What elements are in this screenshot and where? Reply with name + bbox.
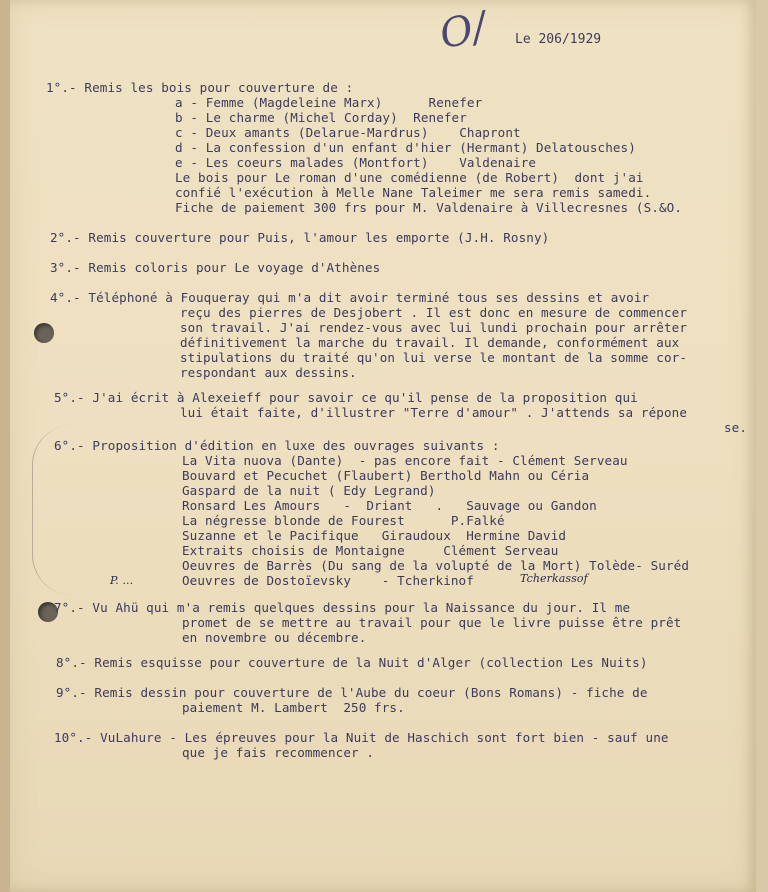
page-edge: [0, 0, 10, 892]
item-9-line-2: paiement M. Lambert 250 frs.: [182, 700, 405, 715]
item-3: 3°.- Remis coloris pour Le voyage d'Athènes: [50, 260, 381, 275]
item-6-entry-9: Oeuvres de Dostoïevsky - Tcherkinof: [182, 573, 474, 588]
item-10-line-2: que je fais recommencer .: [182, 745, 375, 760]
item-6-heading: 6°.- Proposition d'édition en luxe des ouvrages suivants :: [54, 438, 500, 453]
item-6-entry-8: Oeuvres de Barrès (Du sang de la volupté de la Mort) Tolède- Suréd: [182, 558, 690, 573]
item-9-line-1: 9°.- Remis dessin pour couverture de l'Aube du coeur (Bons Romans) - fiche de: [56, 685, 648, 700]
item-1c: c - Deux amants (Delarue-Mardrus) Chapront: [175, 125, 521, 140]
item-1b: b - Le charme (Michel Corday) Renefer: [175, 110, 467, 125]
item-7-line-1: 7°.- Vu Ahü qui m'a remis quelques dessins pour la Naissance du jour. Il me: [54, 600, 631, 615]
item-4-line-3: son travail. J'ai rendez-vous avec lui lundi prochain pour arrêter: [180, 320, 688, 335]
item-5-line-2: lui était faite, d'illustrer "Terre d'amour" . J'attends sa répone: [180, 405, 688, 420]
item-1-heading: 1°.- Remis les bois pour couverture de :: [46, 80, 354, 95]
item-4-line-2: reçu des pierres de Desjobert . Il est donc en mesure de commencer: [180, 305, 688, 320]
item-6-entry-6: Suzanne et le Pacifique Giraudoux Hermine David: [182, 528, 567, 543]
letter-date: Le 206/1929: [515, 32, 602, 47]
margin-handwritten-note: P. ...: [110, 574, 134, 587]
item-4-line-6: respondant aux dessins.: [180, 365, 357, 380]
item-4-line-4: définitivement la marche du travail. Il demande, conformément aux: [180, 335, 680, 350]
item-4-line-1: 4°.- Téléphoné à Fouqueray qui m'a dit avoir terminé tous ses dessins et avoir: [50, 290, 650, 305]
item-7-line-2: promet de se mettre au travail pour que le livre puisse être prêt: [182, 615, 682, 630]
item-1d: d - La confession d'un enfant d'hier (Hermant) Delatousches): [175, 140, 636, 155]
item-4-line-5: stipulations du traité qu'on lui verse le montant de la somme cor-: [180, 350, 688, 365]
item-6-entry-5: La négresse blonde de Fourest P.Falké: [182, 513, 505, 528]
item-6-entry-2: Bouvard et Pecuchet (Flaubert) Berthold Mahn ou Céria: [182, 468, 590, 483]
typed-letter-page: [10, 0, 756, 892]
item-5-line-1: 5°.- J'ai écrit à Alexeieff pour savoir ce qu'il pense de la proposition qui: [54, 390, 638, 405]
item-1-text-2: confié l'exécution à Melle Nane Taleimer me sera remis samedi.: [175, 185, 652, 200]
item-1a: a - Femme (Magdeleine Marx) Renefer: [175, 95, 483, 110]
item-10-line-1: 10°.- VuLahure - Les épreuves pour la Nuit de Haschich sont fort bien - sauf une: [54, 730, 669, 745]
item-6-entry-4: Ronsard Les Amours - Driant . Sauvage ou Gandon: [182, 498, 597, 513]
handwritten-mark: O/: [435, 3, 491, 59]
item-1e: e - Les coeurs malades (Montfort) Valdenaire: [175, 155, 537, 170]
item-8: 8°.- Remis esquisse pour couverture de la Nuit d'Alger (collection Les Nuits): [56, 655, 648, 670]
item-1-text-1: Le bois pour Le roman d'une comédienne (de Robert) dont j'ai: [175, 170, 644, 185]
item-6-entry-1: La Vita nuova (Dante) - pas encore fait - Clément Serveau: [182, 453, 628, 468]
item-1-text-3: Fiche de paiement 300 frs pour M. Valdenaire à Villecresnes (S.&O.: [175, 200, 683, 215]
item-7-line-3: en novembre ou décembre.: [182, 630, 367, 645]
item-6-entry-3: Gaspard de la nuit ( Edy Legrand): [182, 483, 436, 498]
item-6-entry-7: Extraits choisis de Montaigne Clément Serveau: [182, 543, 559, 558]
handwritten-annotation: Tcherkassof: [520, 572, 588, 585]
item-5-line-3: se.: [724, 420, 748, 435]
punch-hole-top: [34, 323, 54, 343]
item-2: 2°.- Remis couverture pour Puis, l'amour les emporte (J.H. Rosny): [50, 230, 550, 245]
